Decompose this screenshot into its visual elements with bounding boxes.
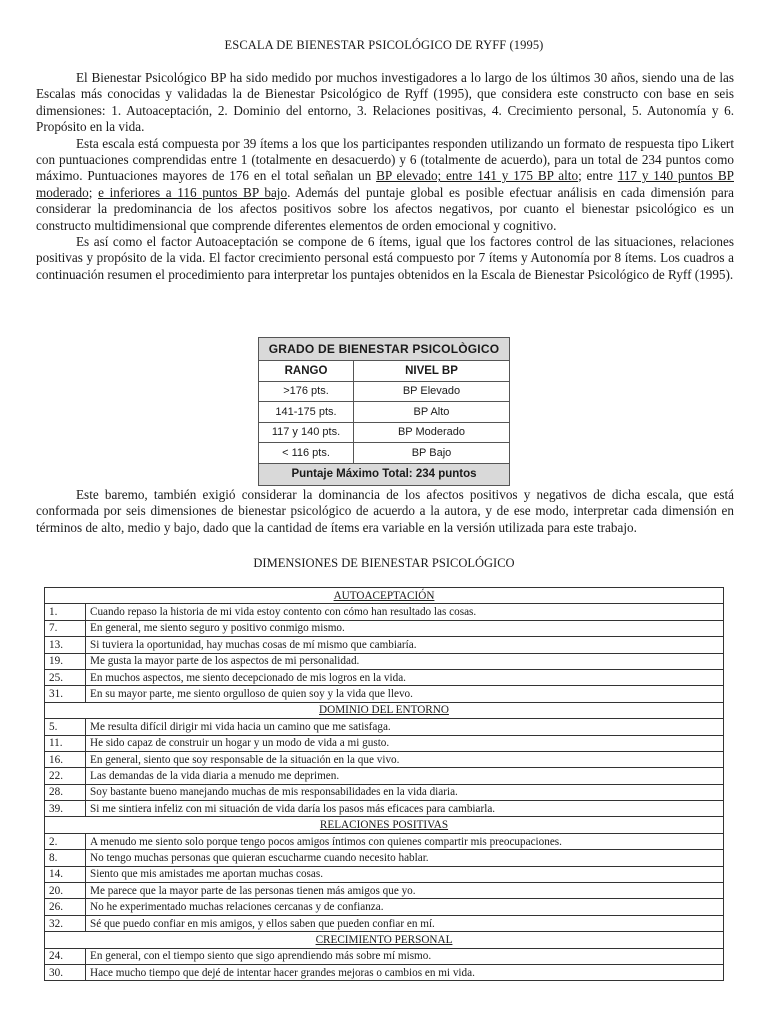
- item-row: [45, 915, 724, 931]
- item-number: 7.: [45, 620, 86, 636]
- underlined-low: e inferiores a 116 puntos BP bajo: [98, 184, 288, 200]
- dimensions-table: [44, 587, 724, 981]
- item-number: 20.: [45, 883, 86, 899]
- item-row: [45, 883, 724, 899]
- item-text: He sido capaz de construir un hogar y un modo de vida a mi gusto.: [86, 735, 724, 751]
- item-text: Me gusta la mayor parte de los aspectos de mi personalidad.: [86, 653, 724, 669]
- dimension-name: AUTOACEPTACIÓN: [333, 589, 435, 602]
- dimension-header: [45, 932, 724, 948]
- item-row: [45, 653, 724, 669]
- item-row: [45, 751, 724, 767]
- paragraph-2-part-2: ; entre: [578, 168, 618, 184]
- item-number: 25.: [45, 669, 86, 685]
- item-row: [45, 669, 724, 685]
- item-number: 19.: [45, 653, 86, 669]
- item-number: 13.: [45, 637, 86, 653]
- item-text: En muchos aspectos, me siento decepcionado de mis logros en la vida.: [86, 669, 724, 685]
- dimension-header: [45, 817, 724, 833]
- item-text: Si me sintiera infeliz con mi situación de vida daría los pasos más eficaces para cambiarla.: [86, 801, 724, 817]
- item-row: [45, 866, 724, 882]
- item-text: Sé que puedo confiar en mis amigos, y ellos saben que pueden confiar en mí.: [86, 915, 724, 931]
- item-row: [45, 620, 724, 636]
- item-row: [45, 768, 724, 784]
- item-number: 39.: [45, 801, 86, 817]
- baremo-paragraph-block: [36, 487, 734, 536]
- item-text: A menudo me siento solo porque tengo pocos amigos íntimos con quienes compartir mis preocupaciones.: [86, 833, 724, 849]
- item-number: 24.: [45, 948, 86, 964]
- item-text: Si tuviera la oportunidad, hay muchas cosas de mí mismo que cambiaría.: [86, 637, 724, 653]
- item-row: [45, 735, 724, 751]
- dimension-header: [45, 588, 724, 604]
- item-number: 32.: [45, 915, 86, 931]
- grade-range: >176 pts.: [259, 381, 354, 402]
- grade-level: BP Elevado: [354, 381, 510, 402]
- item-number: 26.: [45, 899, 86, 915]
- item-text: Cuando repaso la historia de mi vida estoy contento con cómo han resultado las cosas.: [86, 604, 724, 620]
- item-row: [45, 948, 724, 964]
- item-text: Las demandas de la vida diaria a menudo me deprimen.: [86, 768, 724, 784]
- dimension-name: CRECIMIENTO PERSONAL: [315, 933, 453, 946]
- item-text: Soy bastante bueno manejando muchas de mis responsabilidades en la vida diaria.: [86, 784, 724, 800]
- grade-table: [258, 337, 510, 486]
- paragraph-4: Este baremo, también exigió considerar la dominancia de los afectos positivos y negativos de dicha escala, que está conformada por seis dimensiones de bienestar psicológico de acuerdo a la autora, y de ese modo, interpretar cada dimensión en términos de alto, medio y bajo, dado que la cantidad de ítems era variable en la versión utilizada para este trabajo.: [36, 487, 734, 535]
- item-row: [45, 784, 724, 800]
- grade-table-header-level: NIVEL BP: [354, 361, 510, 382]
- item-number: 11.: [45, 735, 86, 751]
- item-row: [45, 719, 724, 735]
- paragraph-2-part-4: . Además del puntaje global es posible efectuar análisis en cada dimensión para considerar la predominancia de los afectos positivos sobre los afectos negativos, por cuanto el bienestar psicológico es un constructo multidimensional que comprende diferentes elementos de orden emocional y cognitivo.: [36, 184, 735, 233]
- paragraph-2: [36, 136, 734, 234]
- grade-level: BP Bajo: [354, 443, 510, 464]
- item-text: Me resulta difícil dirigir mi vida hacia un camino que me satisfaga.: [86, 719, 724, 735]
- item-number: 28.: [45, 784, 86, 800]
- item-row: [45, 686, 724, 702]
- grade-table-footer: Puntaje Máximo Total: 234 puntos: [259, 463, 510, 485]
- item-number: 8.: [45, 850, 86, 866]
- item-row: [45, 637, 724, 653]
- dimensions-title: DIMENSIONES DE BIENESTAR PSICOLÓGICO: [253, 556, 515, 570]
- item-text: Hace mucho tiempo que dejé de intentar hacer grandes mejoras o cambios en mi vida.: [86, 964, 724, 980]
- paragraph-1: El Bienestar Psicológico BP ha sido medido por muchos investigadores a lo largo de los últimos 30 años, siendo una de las Escalas más conocidas y validadas la de Bienestar Psicológico de Ryff (1995), que considera este constructo con base en seis dimensiones: 1. Autoaceptación, 2. Dominio del entorno, 3. Relaciones positivas, 4. Crecimiento personal, 5. Autonomía y 6. Propósito en la vida.: [36, 70, 734, 135]
- grade-range: 117 y 140 pts.: [259, 422, 354, 443]
- item-number: 14.: [45, 866, 86, 882]
- item-text: Siento que mis amistades me aportan muchas cosas.: [86, 866, 724, 882]
- item-text: No tengo muchas personas que quieran escucharme cuando necesito hablar.: [86, 850, 724, 866]
- item-number: 1.: [45, 604, 86, 620]
- underlined-elevated-high: BP elevado; entre 141 y 175 BP alto: [376, 168, 579, 184]
- grade-level: BP Alto: [354, 402, 510, 423]
- item-row: [45, 899, 724, 915]
- item-number: 22.: [45, 768, 86, 784]
- dimension-header-row: [45, 932, 724, 948]
- intro-paragraphs: [36, 70, 734, 283]
- item-number: 31.: [45, 686, 86, 702]
- underlined-moderate: 117 y 140 puntos BP moderado: [36, 168, 734, 200]
- dimension-header-row: [45, 817, 724, 833]
- paragraph-2-part-3: ;: [88, 184, 99, 200]
- grade-level: BP Moderado: [354, 422, 510, 443]
- item-number: 5.: [45, 719, 86, 735]
- item-text: En su mayor parte, me siento orgulloso de quien soy y la vida que llevo.: [86, 686, 724, 702]
- grade-range: 141-175 pts.: [259, 402, 354, 423]
- grade-row: [259, 422, 510, 443]
- item-row: [45, 964, 724, 980]
- item-text: En general, siento que soy responsable de la situación en la que vivo.: [86, 751, 724, 767]
- dimension-header: [45, 702, 724, 718]
- grade-table-header-range: RANGO: [259, 361, 354, 382]
- item-number: 2.: [45, 833, 86, 849]
- grade-table-title: GRADO DE BIENESTAR PSICOLÒGICO: [259, 338, 510, 361]
- item-number: 16.: [45, 751, 86, 767]
- paragraph-2-part-1: Esta escala está compuesta por 39 ítems a los que los participantes responden utilizando un formato de respuesta tipo Likert con puntuaciones comprendidas entre 1 (totalmente en desacuerdo) y 6 (totalmente de acuerdo), para un total de 234 puntos como máximo. Puntuaciones mayores de 176 en el total señalan un: [36, 135, 734, 184]
- item-row: [45, 850, 724, 866]
- grade-row: [259, 381, 510, 402]
- item-row: [45, 604, 724, 620]
- item-text: En general, con el tiempo siento que sigo aprendiendo más sobre mí mismo.: [86, 948, 724, 964]
- item-text: Me parece que la mayor parte de las personas tienen más amigos que yo.: [86, 883, 724, 899]
- grade-row: [259, 402, 510, 423]
- item-row: [45, 833, 724, 849]
- grade-row: [259, 443, 510, 464]
- document-title: ESCALA DE BIENESTAR PSICOLÓGICO DE RYFF (1995): [224, 38, 544, 52]
- dimension-header-row: [45, 588, 724, 604]
- item-number: 30.: [45, 964, 86, 980]
- grade-range: < 116 pts.: [259, 443, 354, 464]
- dimension-header-row: [45, 702, 724, 718]
- dimension-name: RELACIONES POSITIVAS: [319, 819, 449, 832]
- item-text: En general, me siento seguro y positivo conmigo mismo.: [86, 620, 724, 636]
- item-text: No he experimentado muchas relaciones cercanas y de confianza.: [86, 899, 724, 915]
- dimension-name: DOMINIO DEL ENTORNO: [319, 704, 449, 717]
- paragraph-3: Es así como el factor Autoaceptación se compone de 6 ítems, igual que los factores control de las situaciones, relaciones positivas y propósito de la vida. El factor crecimiento personal está compuesto por 7 ítems y Autonomía por 8 ítems. Los cuadros a continuación resumen el procedimiento para interpretar los puntajes obtenidos en la Escala de Bienestar Psicológico de Ryff (1995).: [36, 234, 734, 282]
- item-row: [45, 801, 724, 817]
